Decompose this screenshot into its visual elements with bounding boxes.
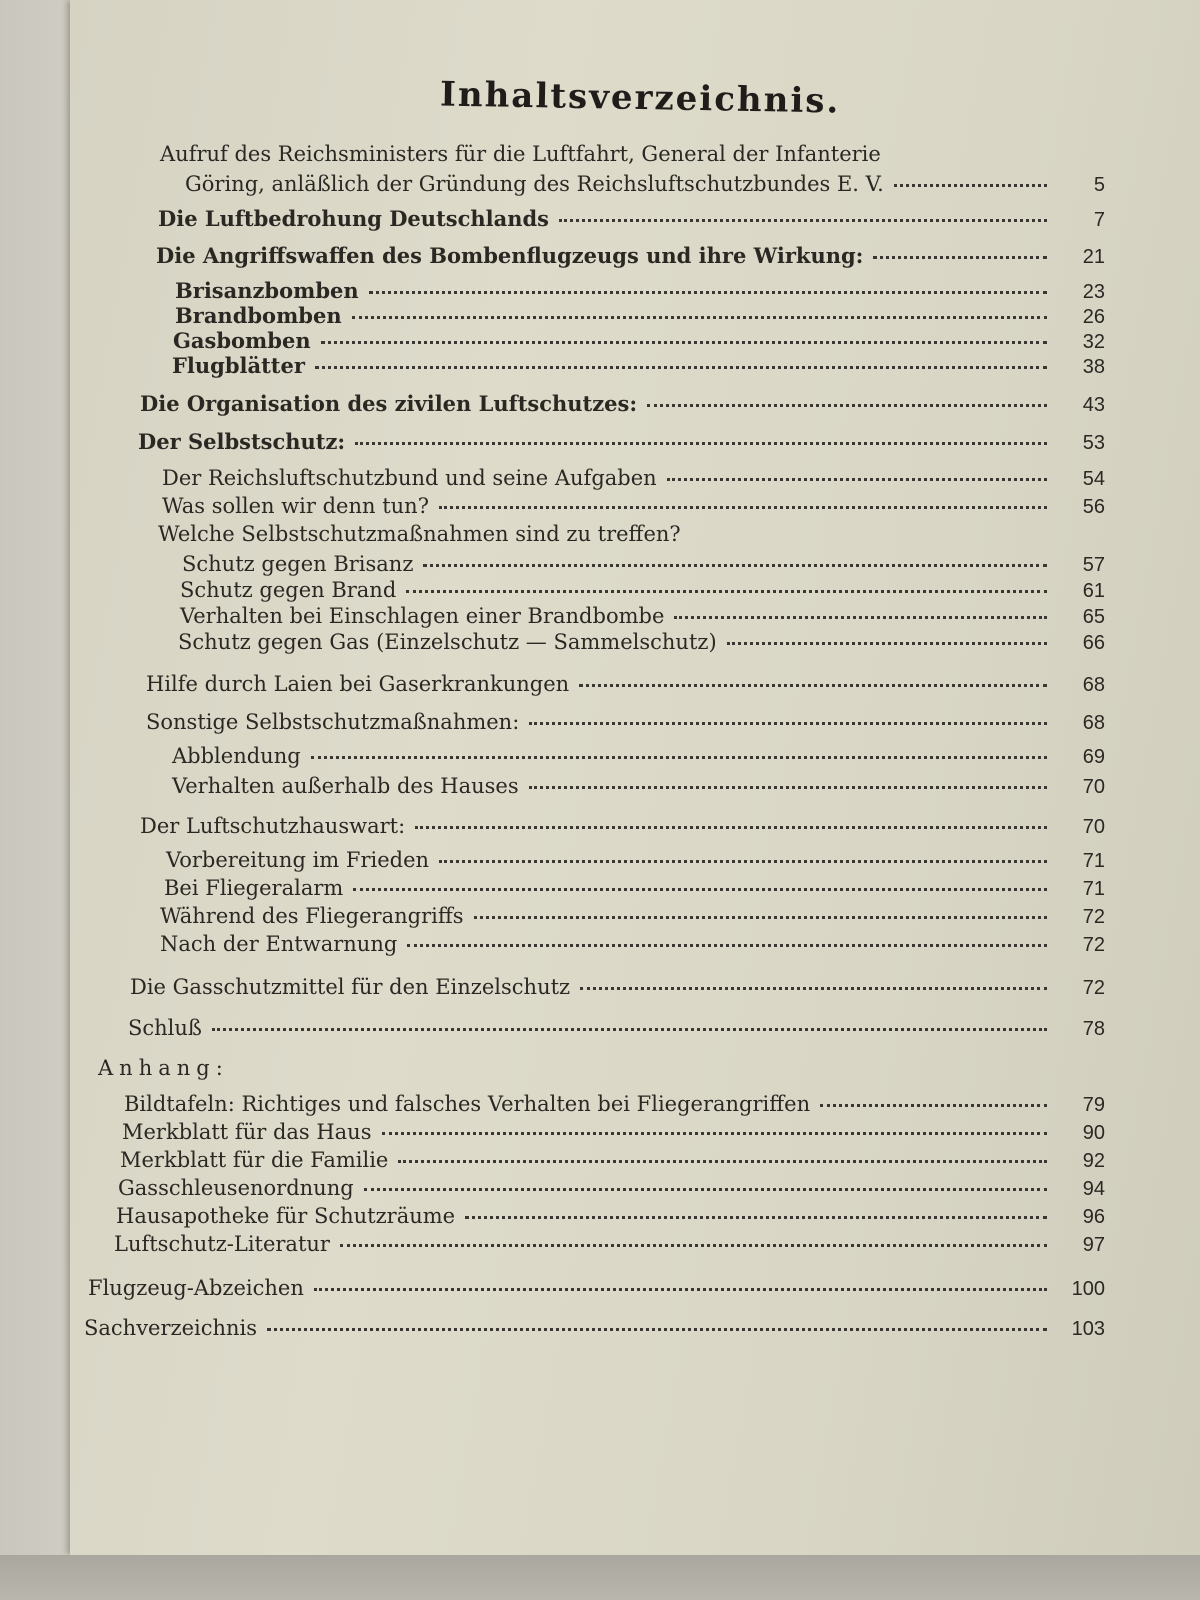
toc-entry [114,1232,1105,1257]
toc-entry-label: Die Angriffswaffen des Bombenflugzeugs und ihre Wirkung: [156,243,864,268]
toc-entry-page: 90 [1082,1122,1105,1144]
toc-entry-page: 53 [1082,432,1105,454]
dot-leader [873,256,1047,259]
dot-leader [353,888,1047,891]
toc-entry-label: Die Gasschutzmittel für den Einzelschutz [130,975,571,999]
dot-leader [352,316,1047,319]
toc-entry-page: 7 [1093,209,1105,231]
toc-entry [146,672,1105,697]
toc-entry [140,392,1105,417]
dot-leader [267,1328,1047,1331]
dot-leader [311,756,1047,759]
dot-leader [398,1160,1047,1163]
toc-entry-label: Luftschutz-Literatur [114,1232,330,1256]
toc-entry [124,1092,1105,1117]
toc-entry-label: Hilfe durch Laien bei Gaserkrankungen [146,672,570,696]
toc-entry-label: Schutz gegen Brand [180,578,397,602]
toc-entry [122,1120,1105,1145]
toc-entry-page: 66 [1082,632,1105,654]
toc-entry-page: 94 [1082,1178,1105,1200]
dot-leader [415,826,1047,829]
toc-entry-page: 5 [1093,174,1105,196]
toc-entry-label: Der Selbstschutz: [138,429,346,454]
toc-entry-label: Merkblatt für die Familie [120,1148,389,1172]
toc-entry [130,975,1105,1000]
toc-entry [160,932,1105,957]
dot-leader [369,291,1047,294]
toc-entry [146,710,1105,735]
toc-entry-label: Sachverzeichnis [84,1316,258,1340]
toc-entry-intro [185,172,1105,197]
toc-entry [164,876,1105,901]
toc-entry-page: 32 [1082,331,1105,353]
toc-entry-label: Nach der Entwarnung [160,932,398,956]
toc-entry-page: 61 [1082,580,1105,602]
toc-entry-page: 26 [1082,306,1105,328]
toc-entry-page: 68 [1082,674,1105,696]
toc-entry-page: 71 [1082,850,1105,872]
dot-leader [647,404,1047,407]
toc-entry-page: 23 [1082,281,1105,303]
toc-entry-label: Abblendung [172,744,301,768]
dot-leader [820,1104,1047,1107]
dot-leader [364,1188,1047,1191]
toc-entry [160,904,1105,929]
dot-leader [559,219,1047,222]
toc-entry-page: 68 [1082,712,1105,734]
toc-entry [180,604,1105,629]
toc-entry-page: 69 [1082,746,1105,768]
dot-leader [407,944,1047,947]
toc-entry-page: 96 [1082,1206,1105,1228]
dot-leader [382,1132,1048,1135]
toc-entry [182,552,1105,577]
toc-entry-label: Verhalten bei Einschlagen einer Brandbombe [180,604,665,628]
toc-entry-page: 65 [1082,606,1105,628]
toc-entry [178,630,1105,655]
toc-entry [175,304,1105,329]
toc-entry-page: 72 [1082,906,1105,928]
toc-entry-label: Brisanzbomben [175,278,359,303]
toc-entry-label: Flugblätter [172,353,305,378]
toc-entry-label: Bildtafeln: Richtiges und falsches Verhalten bei Fliegerangriffen [124,1092,811,1116]
toc-entry-label: Die Organisation des zivilen Luftschutzes: [140,391,638,416]
toc-entry-page: 79 [1082,1094,1105,1116]
dot-leader [579,684,1047,687]
toc-entry-label: Verhalten außerhalb des Hauses [172,774,519,798]
toc-entry-label: Während des Fliegerangriffs [160,904,464,928]
dot-leader [314,1288,1047,1291]
toc-entry-label: Schluß [128,1016,202,1040]
toc-entry-label: Gasschleusenordnung [118,1176,354,1200]
dot-leader [894,184,1047,187]
dot-leader [406,590,1047,593]
toc-entry-label: Flugzeug-Abzeichen [88,1276,304,1300]
toc-entry [84,1316,1105,1341]
toc-entry [175,279,1105,304]
toc-entry [140,814,1105,839]
toc-entry-page: 70 [1082,816,1105,838]
toc-entry-label: Die Luftbedrohung Deutschlands [158,206,550,231]
toc-entry-page: 56 [1082,496,1105,518]
toc-entry [116,1204,1105,1229]
dot-leader [667,478,1047,481]
dot-leader [727,642,1047,645]
toc-entry-label: Brandbomben [175,303,342,328]
toc-entry-label: Schutz gegen Brisanz [182,552,414,576]
toc-entry-page: 70 [1082,776,1105,798]
toc-entry-page: 72 [1082,934,1105,956]
dot-leader [529,786,1047,789]
dot-leader [465,1216,1047,1219]
toc-entry-label: Schutz gegen Gas (Einzelschutz — Sammelschutz) [178,630,717,654]
toc-entry-label: Hausapotheke für Schutzräume [116,1204,456,1228]
dot-leader [439,860,1047,863]
dot-leader [321,341,1047,344]
toc-entry [138,430,1105,455]
dot-leader [439,506,1047,509]
toc-entry-label: Vorbereitung im Frieden [166,848,430,872]
intro-line-1: Aufruf des Reichsministers für die Luftfahrt, General der Infanterie [160,142,881,166]
toc-entry-page: 54 [1082,468,1105,490]
toc-entry [118,1176,1105,1201]
dot-leader [580,987,1047,990]
dot-leader [340,1244,1047,1247]
toc-entry-label: Der Luftschutzhauswart: [140,814,406,838]
dot-leader [423,564,1047,567]
dot-leader [674,616,1047,619]
toc-entry-label: Welche Selbstschutzmaßnahmen sind zu treffen? [158,522,681,546]
toc-entry-label: Gasbomben [173,328,311,353]
appendix-heading: Anhang: [98,1056,229,1080]
toc-entry-page: 97 [1082,1234,1105,1256]
toc-entry-page: 78 [1082,1018,1105,1040]
toc-entry [173,329,1105,354]
toc-entry [162,494,1105,519]
toc-entry [172,354,1105,379]
toc-entry-label: Göring, anläßlich der Gründung des Reichsluftschutzbundes E. V. [185,172,884,196]
toc-entry [88,1276,1105,1301]
toc-entry-page: 92 [1082,1150,1105,1172]
toc-entry-page: 57 [1082,554,1105,576]
toc-entry-page: 100 [1071,1278,1105,1300]
toc-entry-label: Merkblatt für das Haus [122,1120,372,1144]
toc-entry-label: Sonstige Selbstschutzmaßnahmen: [146,710,520,734]
toc-entry [158,207,1105,232]
toc-entry-label: Bei Fliegeralarm [164,876,344,900]
toc-entry [180,578,1105,603]
dot-leader [474,916,1047,919]
dot-leader [212,1028,1047,1031]
toc-entry-page: 43 [1082,394,1105,416]
toc-entry [166,848,1105,873]
dot-leader [355,442,1047,445]
toc-entry [128,1016,1105,1041]
toc-entry-label: Was sollen wir denn tun? [162,494,429,518]
toc-entry [156,244,1105,269]
toc-entry [162,466,1105,491]
dot-leader [315,366,1047,369]
toc-entry-page: 72 [1082,977,1105,999]
toc-entry-page: 38 [1082,356,1105,378]
toc-entry-label: Der Reichsluftschutzbund und seine Aufgaben [162,466,657,490]
dot-leader [529,722,1047,725]
toc-entry-page: 21 [1082,246,1105,268]
toc-entry [120,1148,1105,1173]
toc-entry-page: 103 [1071,1318,1105,1340]
toc-entry [172,774,1105,799]
toc-entry-page: 71 [1082,878,1105,900]
page-title: Inhaltsverzeichnis. [439,74,841,122]
toc-entry [172,744,1105,769]
